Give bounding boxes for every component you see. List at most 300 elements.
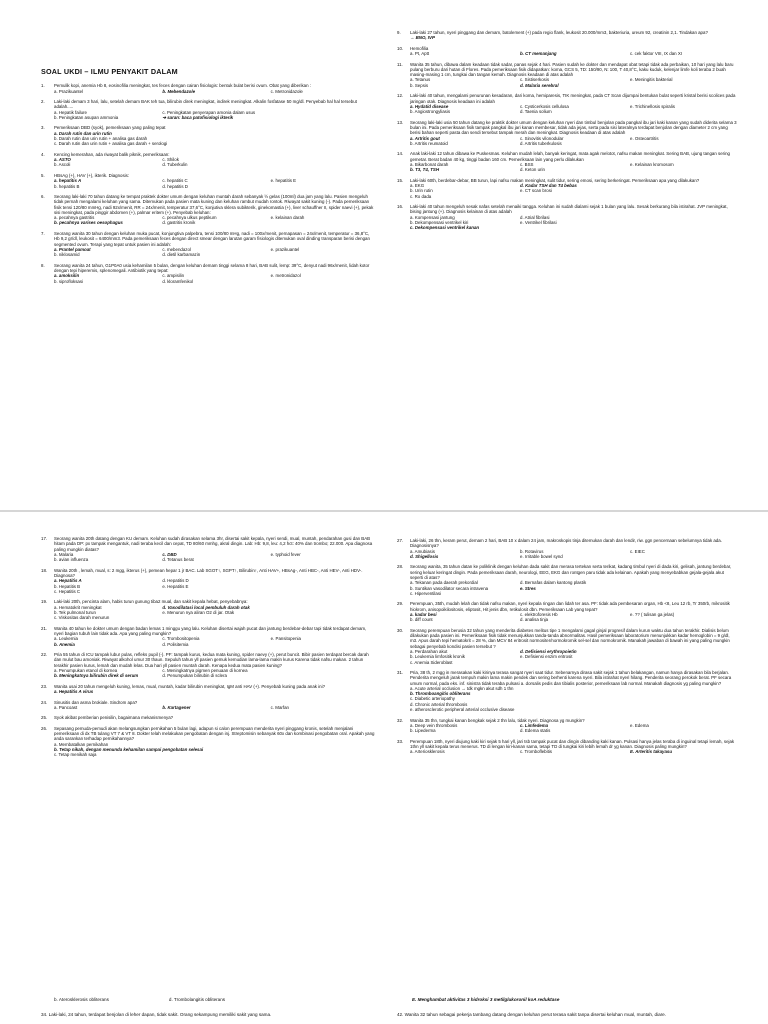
answer-option-marked: c. DBD (162, 551, 177, 557)
document-title: SOAL UKDI – ILMU PENYAKIT DALAM (41, 67, 178, 76)
question-stem: Sinusitis dan asma brokiale. Sindrom apa? (54, 699, 138, 705)
answer-option-marked: a. ASTO (54, 157, 71, 163)
answer-option (271, 673, 376, 678)
question-item (397, 30, 737, 41)
answer-option: c. pecahnya ulkus peptikum (162, 215, 217, 221)
answer-option: e. Meningitis bakterial (630, 77, 673, 83)
question-stem: Laki-laki 60th, berdebar-debar, BB turun, lapi nafsu makan meningkat, sulit tidur, sering emosi, sering berkeringat. Pemeriksaan apa yang dilakukan? (410, 177, 700, 183)
answer-option: a. Bikarbonat darah (410, 161, 449, 167)
question-number: 14. (397, 151, 404, 157)
answer-option: b. Peningkatan asupan ammonia (54, 114, 119, 120)
question-stem: Laki-laki 27 tahun, nyeri pinggang dan demam, batolement (+) pada regio flank, leukosit 20.000/mm3, bakteriuria, ureum 92, creatinin 2,1. Tindakan apa? (410, 30, 708, 35)
question-number: 16. (397, 204, 404, 210)
answer-option (271, 184, 376, 189)
question-number: 28. (397, 564, 404, 570)
answer-option (162, 689, 267, 694)
answer-option: d. Keton urin (520, 167, 545, 173)
answer-option: e. typhoid fever (270, 551, 301, 557)
question-body (410, 178, 737, 199)
question-item (41, 700, 376, 711)
question-item (41, 652, 376, 678)
answer-options (410, 749, 737, 754)
answer-option: d. Edema statis (520, 728, 551, 734)
answer-option: c. Darah rutin dan urin rutin + analisa gas darah + serologi (54, 141, 168, 147)
question-stem: Seorang wanita, 35 tahun datan ke poliklinik dengan keluhan dada sakit dan merasa tertekan serta terikat, kadang timbul nyeri di dada kiri, gelisah, jantung berdebar, sering keluar keringat dingin. Pada pemeriksaan darah, neurologi, EEG, EKG dan rontgen paru tidak ada kelainan. Apakah yang menyebabkan gejala-gejala akut seperti di atas? (410, 564, 732, 580)
answer-option: e. prazikuantel (270, 246, 300, 252)
question-number: 21. (41, 625, 48, 631)
answer-option-marked: d. Kadar TSH dan T4 bebas (520, 182, 577, 188)
question-stem: Wanita 20th , lemah, mual, s: 2 mgg, ikterus (+), pemean hepar 1 jr BAC. Lab SGOT↑, SGPT↑, Bilirubin↑, Anti HAV+, HBsAg-, Anti HBC-, Anti HEV-, Anti HDV-. Diagnosa? (54, 567, 363, 578)
question-body (410, 62, 737, 88)
answer-option: e. metronidazol (270, 273, 301, 279)
question-number: 22. (41, 652, 48, 658)
answer-options (410, 686, 737, 712)
question-body (410, 30, 737, 41)
question-number: 27. (397, 538, 404, 543)
question-body (410, 718, 737, 734)
answer-options (54, 178, 376, 189)
question-stem: Seorang wanita 24 tahun, G1P0A0 usia kehamilan 5 bulan, dengan keluhan demam tinggi selama 8 hari, BAB sulit, lemp: 39°C, denyut nadi 96x/menit, lidah kotor dengan tepi hiperemis, splenomegali. Antibiotik yang tepat: (54, 262, 370, 273)
answer-option: a. Perdarahan akut (410, 648, 448, 654)
answer-option (271, 115, 376, 120)
question-body (410, 739, 737, 755)
question-item (41, 599, 376, 620)
answer-option-marked: b. Anemia (54, 641, 75, 647)
answer-option-marked: a. Hepatitis A (54, 578, 82, 584)
answer-option: b. niklosamid (54, 252, 80, 258)
question-body (410, 46, 737, 57)
answer-option-marked: b. Meningkatnya bilirubin direk di serum (54, 673, 139, 679)
answer-option (630, 554, 737, 559)
answer-option: a. EKG (410, 182, 425, 188)
question-body (410, 93, 737, 114)
answer-option: c. Trombositopenia (162, 636, 200, 642)
answer-option (630, 194, 737, 199)
question-item (397, 538, 737, 559)
question-number: 25. (41, 715, 48, 721)
question-number: 33. (397, 738, 404, 744)
question-body (410, 538, 737, 559)
answer-option (275, 141, 376, 146)
answer-option (630, 707, 737, 712)
answer-option: c. Tromboflebitis (520, 749, 552, 755)
question-42-stem: 42. Wanita 32 tahun sebagai pekerja tambang datang dengan keluhan perut terasa sakit tanpa disertai keluhan mual, muntah, diare. (397, 1012, 666, 1017)
question-body (54, 715, 376, 720)
answer-option: a. Tekanan pada daerah prekordial (410, 580, 478, 586)
question-stem: Laki-laki demam 3 hari, lalu, setelah demam BAK teh tua, bilirubin direk meningkat, indirek meningkat. Alkalin fosfatase 50 mg/dl. Penyebab hal hal tersebut adalah..... (54, 99, 357, 110)
answer-option: c. Sistiserkosis (520, 77, 550, 83)
question-stem: Pemulik kopi, anemia Hb 8, eosinofilia meningkat, tes feces dengan cairan fisiologis: bentuk bulat berisi ovum. Obat yang diberikan : (54, 83, 311, 89)
question-number: 5. (41, 172, 45, 178)
question-stem: Syok akibat pemberian penisilin, bagaimana mekanismenya? (54, 715, 174, 721)
answer-options (410, 723, 737, 734)
question-item (397, 93, 737, 114)
answer-option: e. Osteoartritis (630, 135, 659, 141)
question-stem: Pria 55 tahun di ICU tampak lubur pulas, refleks pupil (-). PF: tampak kurus, kedua mata kuning, spider naevy (+), perut buncit. Bibir pasien terdapat bercak darah dan mulut bau amoniak. Riwayat alkohol umur 30 thaun. Sepuluh tahun yll pasien gemuk kemudian lama-lama makin kurus Karena tidak nafsu makan. 2 tahun terakhir pasien kurus, lemah dan mudah lelas. Dua hari yll pasien muntah darah. Kenapa kedua mata pasien kuning? (54, 652, 369, 668)
answer-option-marked: a. kadar besi (410, 611, 437, 617)
answer-option: a. Hematokrit meningkat (54, 604, 102, 610)
answer-option: c. ampisilin (162, 273, 185, 279)
answer-option: e. Edema (630, 722, 649, 728)
question-number: 3. (41, 125, 45, 131)
answer-option: a. Penumpukan etanol di kornea (54, 667, 118, 673)
question-number: 17. (41, 536, 48, 541)
answer-option-marked: b. Mebendazole (162, 88, 196, 94)
answer-option (520, 660, 627, 665)
answer-options (54, 273, 376, 284)
answer-option: e. Trichinellosis spiralis (630, 103, 675, 109)
question-stem: Perempuan, 35th, mudah lelah dan tidak nafsu makan, nyeri kepala ringan dan lidah ter asa. PF: tidak ada pembesaran organ, Hb <8, Leu 12 rb, Tr 350rb, mikrositik hiokrom, anisopoikilositosis, eliptosit, Hit jenis dbn, retikulosit dbn. Pemeriksaan Lab yang tepat? (410, 601, 730, 612)
page-2 (0, 512, 768, 1024)
answer-option: a. Malaria (54, 551, 74, 557)
question-body (54, 173, 376, 189)
answer-option: c. hepatitis C (162, 178, 188, 184)
answer-option-marked: d. Malaria serebral (520, 82, 559, 88)
answer-option: c. mebendazol (162, 246, 191, 252)
answer-options (410, 162, 737, 173)
answer-option (293, 752, 376, 757)
answer-option-marked: a. amoksilin (54, 273, 80, 279)
question-body (54, 194, 376, 226)
answer-option: c. Viskositas darah menurun (54, 615, 110, 621)
answer-option: e. Ventrikel fibrilasi (520, 219, 557, 225)
answer-option-marked: E. Arteritis takayasu (630, 749, 673, 755)
answer-option (630, 83, 737, 88)
answer-option (630, 225, 737, 230)
answer-option: d. Polisitemia (162, 641, 189, 647)
question-item (41, 125, 376, 146)
answer-option: b. Sepsis (410, 82, 429, 88)
column-right-page-1 (397, 30, 737, 236)
answer-option: c. Shilok (162, 157, 179, 163)
answer-option: c. Ro dada (410, 193, 432, 199)
question-number: 12. (397, 93, 404, 99)
answer-option: b. hepatitis B (54, 183, 80, 189)
answer-option: a. Hepatik failure (54, 109, 87, 115)
answer-option: d. dietil karbamazin (162, 252, 201, 258)
question-body (410, 204, 737, 230)
answer-options (54, 157, 376, 168)
answer-option (630, 35, 737, 40)
question-item (397, 178, 737, 199)
answer-option: a. Leukemia (54, 636, 78, 642)
answer-option: b. avian influenza (54, 557, 89, 563)
question-number: 18. (41, 567, 48, 573)
tail-option-d: d. Trombolangitis obliterans (168, 997, 226, 1002)
question-number: 7. (41, 230, 45, 236)
question-item (397, 204, 737, 230)
question-stem: Seorang laki-laki 70 tahun datang ke tempat praktek dokter umum dengan keluhan muntah darah sebanyak ½ gelas (100ml) dua jam yang lalu. Pasien mengeluh tidak pernah mengalami keluhan yang sama. Ditemukan pada pasien mata kuning dan keluhan rambut mudah rontok. Riwayat sakit kuning (-). Pada pemeriksaan fisik tensi 120/80 mmHg, nadi 92x/menit, RR = 24x/menit, temperatur 37,6°C, konjutiva sklera subikterik, ginekomastia (+), liver schauffner II, spider naevi (+), pekak sisi meningkat, pada pinggir abdomen (+), palmar eritem (+). Penyebab keluhan: (54, 193, 374, 215)
answer-option-marked: a. Artritis gout (410, 135, 440, 141)
answer-option: e. hepatitis E (270, 178, 297, 184)
answer-option (271, 279, 376, 284)
question-stem: Perempuan 18th, nyeri diujung kaki kiri sejak 5 hari yll, jari tsb tampak pucat dan dingin dibanding kaki kanan. Pulsasi hanya jelas teraba di inguinal tetapi lemah, sejak 1thn yll sakit kepala terus menerus. TD di lengan kiri-kanan sama, tetapi TD di tungkai kiri lebih lemah dr yg kanan. Diagnosis paling mungkin? (410, 738, 735, 749)
answer-option: b. Lipederma (410, 728, 436, 734)
answer-option (271, 615, 376, 620)
question-body (54, 684, 376, 695)
answer-option: c. Tetap menikah saja (54, 752, 97, 758)
question-number: 10. (397, 45, 404, 51)
answer-option-marked: d. Defisiensi erythropoietin (520, 648, 577, 654)
answer-option: c. Hiperventilasi (410, 590, 441, 596)
page-2-footer-right: E. Menghambat aktivitas 3 hidroksi 3 metilglukoronil koA reduktase (412, 997, 560, 1002)
answer-option: e. Hepatitis E (162, 583, 189, 589)
question-item (397, 120, 737, 146)
question-body (54, 231, 376, 257)
answer-option (162, 589, 267, 594)
answer-option (170, 141, 271, 146)
question-item (397, 739, 737, 755)
question-number: 26. (41, 725, 48, 731)
answer-option-marked: a. Prantel pamoat (54, 246, 91, 252)
question-number: 15. (397, 177, 404, 183)
question-number: 6. (41, 193, 45, 199)
answer-options (54, 552, 376, 563)
answer-option: e. Defisiensi enzim eritrosit (520, 654, 573, 660)
answer-option: e. kelainan darah (270, 215, 305, 221)
column-left-page-1 (41, 69, 376, 289)
answer-option (271, 252, 376, 257)
question-number: 29. (397, 601, 404, 607)
answer-option: a. Tetanus (410, 77, 431, 83)
question-body (54, 568, 376, 594)
answer-option: c. Anemia Sideroblast (410, 659, 453, 665)
answer-options (410, 649, 737, 665)
answer-option: d. Bernafas dalam kantong plastik (520, 580, 587, 586)
question-body (410, 628, 737, 665)
answer-option: d. Hepatitis D (162, 578, 189, 584)
answer-options (410, 549, 737, 560)
answer-option: b. Tek pulmonal turun (54, 609, 96, 615)
question-number: 8. (41, 262, 45, 268)
answer-option (630, 728, 737, 733)
question-number: 11. (397, 61, 403, 67)
answer-option: a. Amubiasis (410, 548, 435, 554)
question-body (54, 626, 376, 647)
answer-options (54, 89, 376, 94)
question-34-stem: 34. Laki-laki, 24 tahun, terdapat benjolan di leher dapan, tidak sakit. Orang sekampung memiliki sakit yang sama. (41, 1012, 272, 1017)
answer-option: d. Tetanus berat (162, 557, 194, 563)
answer-option: c. Marfan (270, 704, 289, 710)
question-stem: Seorang laki-laki usia 50 tahun datang ke praktik dokter umum dengan keluhan nyeri dan timbul benjolan pada pangkal ibu jari kaki kanan yang sudah diderita selama 3 bulan ini. Pada pemeriksaan fisik tampak pangkal ibu jari kanan membesar, tidak ada jejas, serta pada sisi lateralnya terdapat benjolan dengan diameter 2 cm yang berisi bahan seperti pasta dan sendi tersebut tampak merah dan meningkat. Diagnosis keadaan di atas adalah (410, 119, 737, 136)
question-stem: Wanita 35 tahun, dibawa dalam keadaan tidak sadar, panas sejak 4 hari. Pasien sudah ke dokter dan mendapat obat tetapi tidak ada perbaikan, 10 hari yang lalu baru pulang berburu dari hutan di Flores. Pada pemeriksaan fisik didapatkan: koma, GCS 5, TD: 150/90, N: 100, T 40,8°C, kaku kuduk, kelenjar limfe koli teraba 2 buah masing-masing 1 cm, tungkai dan tangan kemah. Diagnosis keadaan di atas adalah (410, 61, 734, 78)
answer-option: b. Angiostrongyliasis (410, 109, 451, 115)
answer-option: d. analisa tinja (520, 617, 549, 623)
answer-options (410, 35, 737, 40)
answer-option: b. Hepatitis B (54, 583, 81, 589)
answer-options (54, 578, 376, 594)
question-item (41, 726, 376, 758)
question-body (54, 263, 376, 284)
question-item (41, 194, 376, 226)
page-2-footer-left (54, 997, 384, 1002)
question-stem: Sepasang pemuda-pemudi akan melangsungkan pernikahan 5 bulan lagi, adapun si calon perempuan menderita nyeri pinggang kronis, setelah menjalani pemeriksaan di dx TB tulang VT 7 & VT 8. Dokter telah melakukan pengobatan dengan inj. Streptomisin sebanyak 60x dan kombinasi pengobatan oral. Apakah yang anda sarankan terhadap pernikahannya? (54, 725, 375, 742)
answer-option: c. Meningkatnya pigmen penuaan di kornea (162, 667, 248, 673)
question-body (54, 152, 376, 168)
answer-option: b. Dekompensasi ventrikel kiri (410, 219, 469, 225)
answer-option: c. Peningkatan penyerapan amonia dalam usus (162, 109, 256, 115)
answer-option (206, 752, 289, 757)
answer-option: b. Urin rutin (410, 188, 433, 194)
answer-option: c. Diabetic arteriopathy (410, 696, 455, 702)
answer-option: e. Menurun nya aliran O2 di jar. Otak (162, 609, 235, 615)
question-item (41, 715, 376, 720)
answer-option-marked: c. Dekompensasi ventrikel kanan (410, 225, 480, 231)
question-body (54, 726, 376, 758)
question-number: 24. (41, 699, 48, 705)
question-body (54, 83, 376, 94)
answer-option (520, 591, 627, 596)
answer-option (271, 220, 376, 225)
answer-option: d. Penumpukan bilirubin di sclera (162, 673, 228, 679)
answer-options (410, 136, 737, 147)
question-number: 31. (397, 669, 404, 675)
answer-option: b. Suntikan vasodilator secara intravena (410, 585, 489, 591)
answer-option: e. Pansitopenia (270, 636, 301, 642)
answer-option: e. Irritable bowel synd (520, 553, 563, 559)
question-number: 2. (41, 99, 45, 105)
question-item (41, 83, 376, 94)
answer-option-marked: e. Stres (520, 585, 536, 591)
question-body (54, 700, 376, 711)
answer-option: a. Pancoast (54, 704, 78, 710)
answer-option: e. ?? ( tulisan ga jelas) (630, 611, 675, 617)
answer-options (410, 215, 737, 231)
column-right-page-2 (397, 538, 737, 760)
answer-option: c. Metronidazole (270, 88, 303, 94)
question-body (410, 670, 737, 712)
question-stem: Laki-laki 20th, pencinta alam, habis turun gunung tiba2 mual, dan sakit kepala hebat, penyebabnya: (54, 599, 248, 605)
answer-option (271, 642, 376, 647)
question-stem: Kencing kemerahan, ada riwayat balik piknik, pemeriksaan: (54, 151, 170, 157)
question-number: 1. (41, 83, 45, 89)
question-number: 30. (397, 627, 404, 633)
answer-option-marked: d. Vasodilatasi local pembuluh darah otak (162, 604, 250, 610)
answer-option-marked: b. Kartagener (162, 704, 191, 710)
answer-options (410, 51, 737, 56)
answer-option-marked: b. T3, T4, TSH (410, 167, 440, 173)
answer-option: d. Atrial fibrilasi (520, 214, 550, 220)
question-stem: HBsAg (+), HAV (+), ikterik. Diagnosis: (54, 172, 130, 178)
answer-options (410, 612, 737, 623)
answer-option (162, 615, 267, 620)
answer-options (54, 742, 376, 758)
answer-option (271, 689, 376, 694)
answer-options (54, 131, 376, 147)
answer-option: a. Prazikuantel (54, 88, 84, 94)
question-stem: Wanita 35 thn, tungkai kanan bengkak sejak 2 thn lalu, tidak nyeri. Diagnosa yg mungkin? (410, 717, 585, 723)
answer-options (410, 104, 737, 115)
answer-option: d. Chronic arterial thrombosis (410, 701, 468, 707)
answer-option (630, 167, 737, 172)
answer-options (54, 668, 376, 679)
answer-option: d. Artritis tuberkulosis (520, 140, 562, 146)
question-body (54, 125, 376, 146)
answer-option (630, 109, 737, 114)
question-item (397, 46, 737, 57)
question-body (54, 599, 376, 620)
question-item (41, 536, 376, 562)
question-number: 32. (397, 717, 404, 723)
question-body (410, 601, 737, 622)
answer-option-marked: a. Hydatid disease (410, 103, 449, 109)
answer-option: e. Kelainan kromosom (630, 161, 674, 167)
answer-option (630, 660, 737, 665)
answer-option: d. Taenia solium (520, 109, 552, 115)
question-stem: Seorang wanita 30 tahun dengan keluhan muka pucat, konjungtiva palpebra, tensi 100/80 mHg, nadi = 100x/menit, pernapasan = 24x/menit, temperatur = 36,8°C, Hb 9,2 gr/dl, leukosit = 6400/mm3. Pada pemeriksaan feces dengan direct smear dengan larutan garam fisiologis ditemukan oval dinding transparan berisi dengan segmented ovum. Terapi yang tepat untuk pasien ini adalah: (54, 230, 370, 247)
question-number: 9. (397, 30, 401, 35)
question-stem: Wanita usai 20 tahun mengeluh kuning, lemas, mual, muntah, kadar bilirubin meningkat, IgM anti HAV (+). Penyebab kuning pada anak ini? (54, 683, 326, 689)
answer-option: c. Hepatitis C (54, 588, 81, 594)
question-stem: Pria, 38 th, 2 mgg in merasakan kaki kirinya terasa sangat nyeri saat tidur. Sebenarnya dirasa sakit sejak 1 tahun belakangan, namun hanya dirasakan bila berjalan. Penderita mengeluh jarak tempuh makin lama makin pendek dan sering berhenti karena nyeri. Bila istirahat nyeri hilang. Penderita seorang perokok berat. PF secara umum normal, pada eks. inf. sinistra tidak teraba pulsasi a. dorsalis pedis dan tibialis posterior, pemeriksaan lab normal. Manakah diagnosis yg paling mungkin? (410, 669, 732, 686)
answer-options (410, 580, 737, 596)
question-body (410, 564, 737, 596)
answer-option (520, 194, 627, 199)
answer-options (54, 215, 376, 226)
answer-option-marked: b. CT memanjang (520, 51, 557, 57)
answer-options (54, 705, 376, 710)
answer-option (271, 589, 376, 594)
answer-option (520, 225, 627, 230)
answer-option: b. Darah rutin dan urin rutin + analisa gas darah (54, 136, 148, 142)
answer-option: b. diff count (410, 617, 433, 623)
answer-option: a. Arteriosklerosis (410, 749, 445, 755)
question-item (397, 718, 737, 734)
question-item (397, 62, 737, 88)
answer-option: a. Kompensasi jantung (410, 214, 455, 220)
answer-option: a. Pt, Aptt (410, 51, 430, 57)
answer-option-marked: d. Shigellosis (410, 553, 439, 559)
question-item (41, 626, 376, 647)
answer-option-marked: b. Thromboangitis obliterans (410, 691, 471, 697)
answer-option: b. Rotavirus (520, 548, 544, 554)
answer-option: e. atherosclerotic peripheral arterial occlusive disease (410, 707, 515, 713)
answer-option-marked: b. pecahnya varises oesophagus (54, 220, 123, 226)
question-item (397, 601, 737, 622)
answer-option: e. CT scan brosi (520, 188, 552, 194)
question-item (41, 231, 376, 257)
question-item (41, 684, 376, 695)
answer-option: c. elektroforesis Hb (520, 611, 558, 617)
answer-option-marked: a. Darah rutin dan urin rutin (54, 130, 112, 136)
answer-option: c. BSS (520, 161, 534, 167)
answer-option: c. Cysticerkosis cellulosa (520, 103, 569, 109)
question-item (397, 670, 737, 712)
answer-option: a. Deep vein thrombosis (410, 722, 458, 728)
answer-option-marked: c. Limfedema (520, 722, 549, 728)
question-stem: Seorang wanita 20th datang dengan KU demam. Keluhan sudah dirasakan selama 3hr, disertai sakit kepala, nyeri sendi, mual, muntah, pendarahan gusi dan BAB hitam pada DP: px tampak mengantuk, nadi teraba kecil dan cepat, TD 80/60 mmhg, akral dingin. Lab: Hb: 9,8, leu: 4,2 hct: 40% dan trombo; 22.000. Apa diagnosa paling mungkin diatas? (54, 536, 373, 552)
question-number: 13. (397, 119, 404, 125)
answer-options (410, 77, 737, 88)
answer-option (630, 141, 737, 146)
answer-option-marked: a. Hepatitis A virus (54, 689, 94, 695)
answer-option: b. Leukemia limfositik kronik (410, 654, 465, 660)
answer-options (410, 183, 737, 199)
answer-option: d. hepatitis D (162, 183, 188, 189)
answer-option-marked: ➔ saran: baca patofisiologi ikterik (162, 114, 234, 120)
column-left-page-2 (41, 536, 376, 763)
answer-option-marked: b. Tetap nikah, dengan menunda kehamilan sampai pengobatan selesai (54, 747, 204, 752)
question-body (54, 99, 376, 120)
answer-option: d. kloramfenikol (162, 278, 194, 284)
question-item (41, 263, 376, 284)
question-item (41, 99, 376, 120)
answer-option: a. Acute arterial occlusion → tdk mgkn akut sdh 1 thn (410, 685, 514, 691)
question-stem: Pemeriksaan DBD (syok), pemeriksaan yang paling tepat (54, 125, 166, 131)
answer-option (630, 617, 737, 622)
question-stem: Hemofilia (410, 45, 429, 51)
answer-option: a. pecahnya gastritis (54, 215, 95, 221)
